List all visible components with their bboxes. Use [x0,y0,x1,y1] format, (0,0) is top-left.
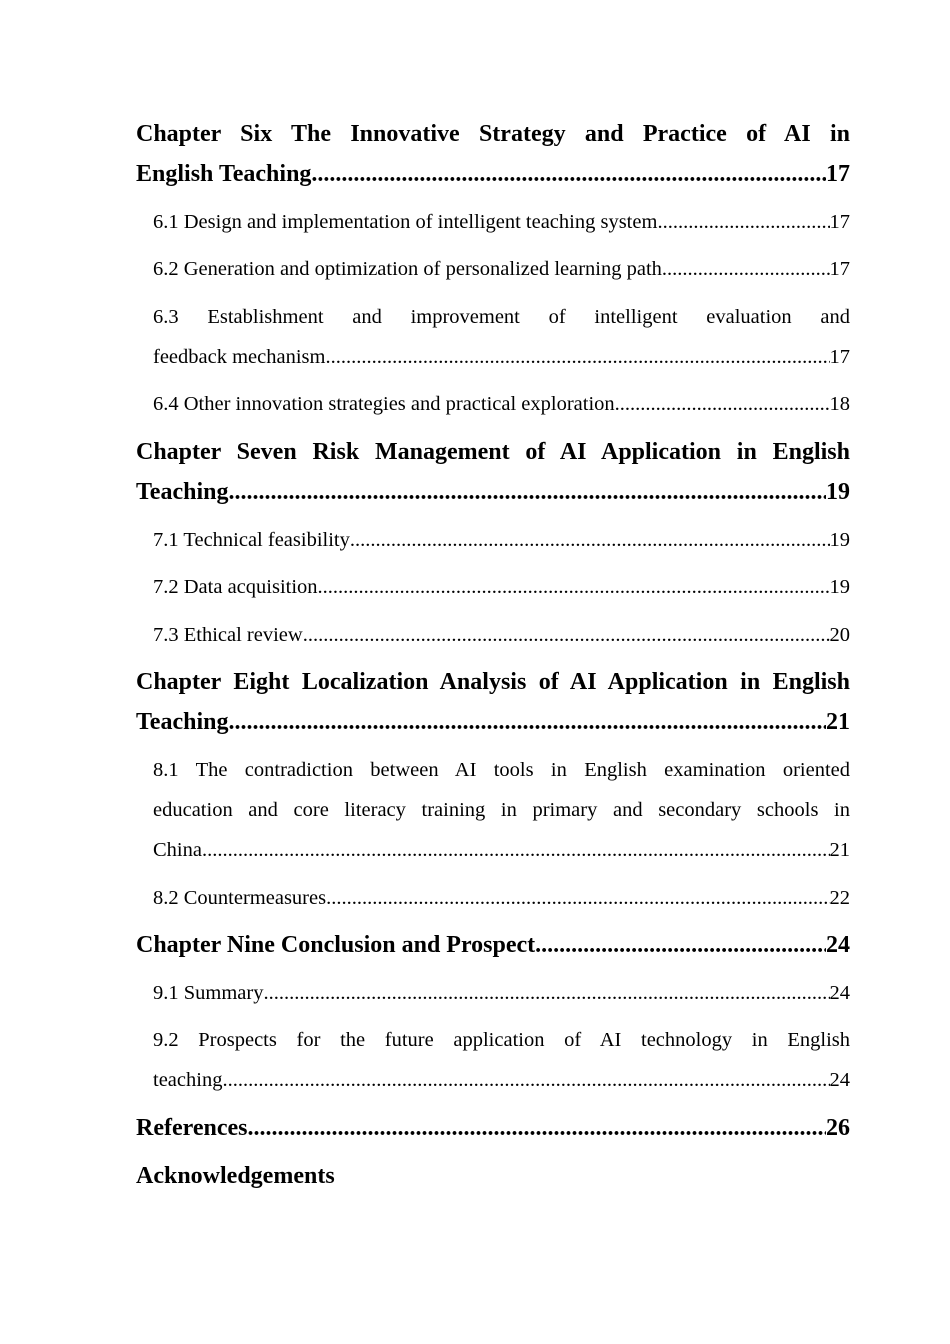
toc-section-entry[interactable] [136,878,850,918]
toc-entry-last-line [136,925,850,965]
toc-entry-last-line [153,384,850,424]
toc-page-number: 17 [829,210,850,233]
toc-entry-last-line [153,202,850,242]
toc-section-entry[interactable] [136,973,850,1013]
dot-leader [248,1108,827,1148]
dot-leader [657,202,829,242]
toc-page-number: 24 [829,981,850,1004]
toc-entry-last-line [136,1156,850,1196]
toc-page-number: 21 [826,709,850,736]
dot-leader [326,878,829,918]
dot-leader [615,384,830,424]
toc-entry-last-line [136,154,850,194]
dot-leader [228,702,826,742]
toc-page-number: 20 [829,623,850,646]
dot-leader [303,615,830,655]
toc-entry-last-line [153,1060,850,1100]
dot-leader [350,520,830,560]
toc-chapter-entry[interactable] [136,432,850,512]
toc-entry-title: 6.2 Generation and optimization of personalized learning path [153,258,662,281]
toc-entry-title-line: 6.3 Establishment and improvement of intelligent evaluation and [153,305,850,328]
toc-chapter-entry[interactable] [136,114,850,194]
toc-chapter-entry[interactable] [136,662,850,742]
toc-entry-title-line: 9.2 Prospects for the future application of AI technology in English [153,1029,850,1052]
toc-section-entry[interactable] [136,249,850,289]
toc-section-entry[interactable] [136,202,850,242]
toc-section-entry[interactable] [136,384,850,424]
dot-leader [325,337,829,377]
toc-entry-last-line [153,830,850,870]
toc-page-number: 17 [829,258,850,281]
toc-entry-title: Acknowledgements [136,1162,335,1189]
toc-page-number: 24 [826,932,850,959]
toc-entry-title-line: education and core literacy training in primary and secondary schools in [153,798,850,821]
toc-entry-last-line [153,567,850,607]
toc-section-entry[interactable] [136,1020,850,1100]
toc-entry-title: Teaching [136,709,229,736]
dot-leader [228,472,826,512]
toc-entry-last-line [153,973,850,1013]
toc-entry-title: 6.1 Design and implementation of intelligent teaching system [153,210,658,233]
toc-entry-title-line: 8.1 The contradiction between AI tools in English examination oriented [153,758,850,781]
table-of-contents [136,114,850,1203]
dot-leader [263,973,829,1013]
toc-entry-title: 9.1 Summary [153,981,264,1004]
toc-entry-title: 7.3 Ethical review [153,623,303,646]
toc-page-number: 26 [826,1114,850,1141]
toc-entry-last-line [153,337,850,377]
toc-entry-title: 6.4 Other innovation strategies and practical exploration [153,393,615,416]
toc-entry-title: teaching [153,1069,223,1092]
toc-entry-title: 7.2 Data acquisition [153,576,318,599]
toc-entry-title-line: Chapter Eight Localization Analysis of AI Application in English [136,669,850,696]
dot-leader [318,567,830,607]
toc-chapter-entry[interactable] [136,1108,850,1148]
dot-leader [222,1060,829,1100]
toc-page-number: 18 [829,393,850,416]
toc-page-number: 21 [829,838,850,861]
toc-entry-title: Teaching [136,478,229,505]
toc-entry-title-line: Chapter Seven Risk Management of AI Application in English [136,438,850,465]
toc-page-number: 19 [829,528,850,551]
dot-leader [662,249,830,289]
toc-section-entry[interactable] [136,750,850,870]
dot-leader [535,925,826,965]
dot-leader [202,830,830,870]
toc-entry-title: feedback mechanism [153,345,326,368]
toc-entry-last-line [136,702,850,742]
toc-entry-title: References [136,1114,248,1141]
dot-leader [311,154,826,194]
toc-entry-title: 7.1 Technical feasibility [153,528,350,551]
toc-chapter-entry[interactable] [136,1156,850,1196]
toc-page-number: 19 [826,478,850,505]
toc-page-number: 24 [829,1069,850,1092]
toc-entry-title: China [153,838,202,861]
toc-entry-title-line: Chapter Six The Innovative Strategy and Practice of AI in [136,121,850,147]
toc-entry-last-line [136,472,850,512]
toc-page-number: 17 [826,161,850,187]
toc-entry-title: Chapter Nine Conclusion and Prospect [136,932,536,959]
toc-page-number: 22 [829,886,850,909]
toc-entry-last-line [153,520,850,560]
toc-section-entry[interactable] [136,567,850,607]
toc-entry-title: English Teaching [136,161,312,187]
toc-page-number: 17 [829,345,850,368]
toc-section-entry[interactable] [136,520,850,560]
toc-entry-last-line [153,615,850,655]
toc-section-entry[interactable] [136,297,850,377]
toc-entry-last-line [153,249,850,289]
toc-entry-title: 8.2 Countermeasures [153,886,327,909]
toc-chapter-entry[interactable] [136,925,850,965]
toc-entry-last-line [136,1108,850,1148]
toc-page-number: 19 [829,576,850,599]
toc-section-entry[interactable] [136,615,850,655]
toc-entry-last-line [153,878,850,918]
